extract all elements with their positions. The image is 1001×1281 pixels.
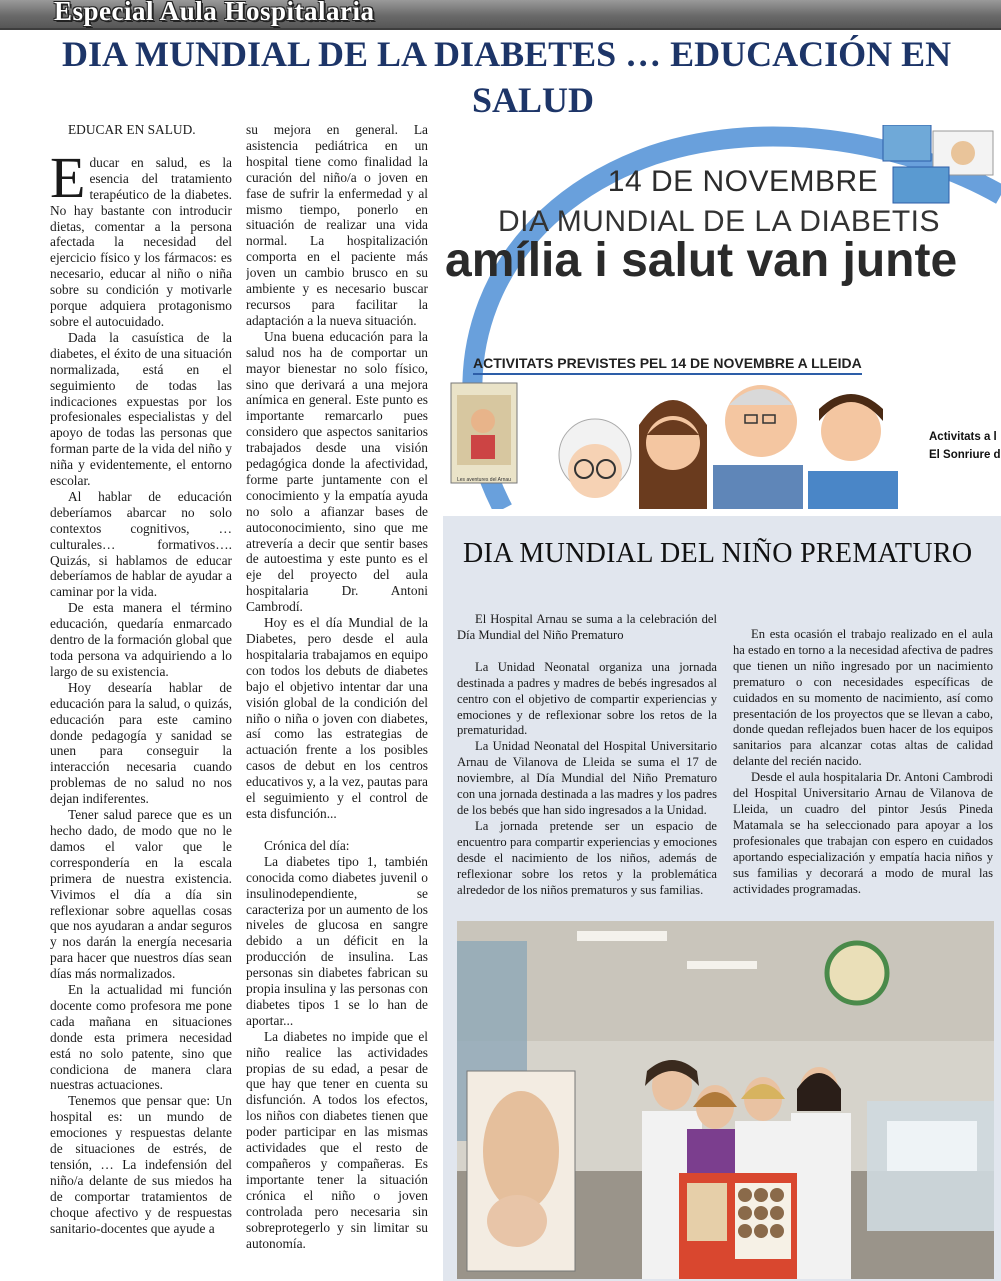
chronicle-heading: Crónica del día:: [264, 837, 350, 853]
premature-paragraph: Desde el aula hospitalaria Dr. Antoni Cambrodi del Hospital Universitario Arnau de Vilanova de Lleida, un cuadro del pintor Jesús Pineda Matamala se ha seleccionado para apoyar a los profesionales que trabajan con espero en cuidados aportando especialización y empatía hacia niños y sus familias y decorará a modo de mural las actividades programadas.: [733, 770, 993, 896]
poster-activities: ACTIVITATS PREVISTES PEL 14 DE NOVEMBRE A LLEIDA: [473, 355, 862, 375]
article-paragraph: Tenemos que pensar que: Un hospital es: un mundo de emociones y respuestas delante de situaciones de estrés, de tensión, … La indefensión del niño/a delante de sus miedos ha de comportar tratamientos de choque afectivo y de respuestas sanitario-docentes que ayude a: [50, 1093, 232, 1236]
premature-title: DIA MUNDIAL DEL NIÑO PREMATURO: [463, 538, 973, 569]
section-header: [0, 0, 1001, 30]
premature-paragraph: En esta ocasión el trabajo realizado en el aula ha estado en torno a la necesidad afectiva de padres que tienen un niño ingresado por un nacimiento prematuro o con necesidades específicas de cuidados en su momento de nacimiento, así como presentación de los proyectos que se llevan a cabo, donde quedan reflejados buen hacer de los equipos sanitarios para alcanzar cotas altas de calidad delante del recién nacido.: [733, 627, 993, 769]
article-column-2: [246, 122, 428, 1281]
article-paragraph: La diabetes no impide que el niño realice las actividades propias de su edad, a pesar de que hay que tener en cuenta su disfunción. A todos los efectos, los niños con diabetes tienen que poder participar en las mismas actividades que el resto de compañeros y compañeras. Es importante tener la situación crónica el niño o joven controlada pero necesaria sin sobreprotegerlo y sin limitar su autonomía.: [246, 1028, 428, 1251]
article-paragraph: En la actualidad mi función docente como profesora me pone cada mañana en situaciones donde esta primera necesidad está no solo patente, sino que condiciona de manera clara nuestras actuaciones.: [50, 982, 232, 1093]
article-paragraph: Hoy es el día Mundial de la Diabetes, pero desde el aula hospitalaria trabajamos en equipo con todos los debuts de diabetes bajo el objetivo intentar dar una visión global de la condición del niño o niña o joven con diabetes, así como las estrategias de actuación frente a los posibles casos de debut en los centros educativos y, a la vez, pautas para el seguimiento y el control de esta disfunción...: [246, 615, 428, 821]
article-paragraph: su mejora en general. La asistencia pediátrica en un hospital tiene como finalidad la curación del niño/a o joven en fase de sufrir la enfermedad y al mismo tiempo, ponerlo en situación de realizar una vida normal. La hospitalización comporta en el paciente más joven un cambio brusco en su ambiente y es necesario buscar recursos para facilitar la adaptación a la nueva situación.: [246, 122, 428, 328]
article-paragraph: Educar en salud, es la esencia del tratamiento terapéutico de la diabetes. No hay bastante con introducir dietas, comentar a la persona afectada la necesidad del ejercicio físico y los fármacos: es necesario, educar al niño o niña sobre su condición y motivarle porque adquiera protagonismo sobre el autocuidado.: [50, 144, 232, 329]
article-kicker: EDUCAR EN SALUD.: [68, 122, 196, 137]
article-paragraph: Dada la casuística de la diabetes, el éxito de una situación normalizada, está en el seguimiento de todas las indicaciones expuestas por los profesionales especialistas y del apoyo de todas las personas que forman parte de la vida del niño y niña y evidentemente, el entorno escolar.: [50, 329, 232, 489]
premature-paragraph: La jornada pretende ser un espacio de encuentro para compartir experiencias y emociones desde el nacimiento de los niños, además de reflexionar sobre los retos y la problemática alrededor de los niños prematuros y sus familias.: [457, 818, 717, 897]
article-paragraph: Hoy desearía hablar de educación para la salud, o quizás, educación para este camino donde pedagogía y sanidad se unen para conseguir la interacción necesaria cuando problemas de no salud no nos dejan indiferentes.: [50, 679, 232, 807]
article-paragraph: Una buena educación para la salud nos ha de comportar un mayor bienestar no solo físico, sino que derivará a una mejora anímica en general. Este punto es importante remarcarlo pues considero que aspectos sanitarios trabajados desde una visión pedagógica donde la afectividad, forme parte juntamente con el conocimiento y la empatía ayuda no solo a afianzar bases de autoconocimiento, sino que me atrevería a decir que sentir bases de autoestima y este punto es el eje del proyecto del aula hospitalaria Dr. Antoni Cambrodí.: [246, 328, 428, 615]
article-paragraph: De esta manera el término educación, quedaría enmarcado dentro de la formación global que toda persona va adquiriendo a lo largo de su existencia.: [50, 600, 232, 679]
section-label: Especial Aula Hospitalaria: [54, 0, 375, 26]
headline-line-2: SALUD: [471, 80, 595, 120]
photo-scene: [457, 921, 994, 1279]
article-paragraph: Tener salud parece que es un hecho dado, de modo que no le damos el valor que le correspondería en la escala primera de nuestra existencia. Vivimos el día a día sin reflexionar sobre aquellas cosas que nos ayudaran a andar seguros y nos darán la energía necesaria para hacer que nuestros días sean días más normalizados.: [50, 807, 232, 982]
premature-paragraph: La Unidad Neonatal organiza una jornada destinada a padres y madres de bebés ingresados al centro con el objetivo de compartir experiencias y emociones y de reflexionar sobre los retos de la prematuridad.: [457, 659, 717, 738]
poster-title: DIA MUNDIAL DE LA DIABETIS: [498, 205, 941, 238]
premature-paragraph: El Hospital Arnau se suma a la celebración del Día Mundial del Niño Prematuro: [457, 612, 717, 642]
poster-side-text-2: El Sonriure d: [929, 449, 1001, 461]
headline-line-1: DIA MUNDIAL DE LA DIABETES … EDUCACIÓN EN: [62, 34, 952, 74]
poster-date: 14 DE NOVEMBRE: [607, 165, 879, 198]
poster-side-text-1: Activitats a l: [929, 431, 997, 443]
premature-column-right: [733, 627, 993, 917]
article-column-1: [50, 122, 232, 1281]
poster-slogan: amília i salut van junte: [445, 234, 958, 287]
poster-book-title: Les aventures del Arnau: [457, 477, 511, 483]
premature-paragraph: La Unidad Neonatal del Hospital Universitario Arnau de Vilanova de Lleida se suma el 17 de noviembre, al Día Mundial del Niño Prematuro con una jornada destinada a las madres y los padres de los bebés que han sido ingresados a la Unidad.: [457, 739, 717, 817]
article-paragraph: Al hablar de educación deberíamos abarcar no solo contextos cognitivos, … culturales… formativos…. Quizás, si hablamos de educar deberíamos de hablar de ayudar a caminar por la vida.: [50, 488, 232, 600]
hospital-team-photo: [457, 921, 994, 1279]
article-paragraph: La diabetes tipo 1, también conocida como diabetes juvenil o insulinodependiente, se caracteriza por un aumento de los niveles de glucosa en sangre debido a un déficit en la producción de insulina. Las personas sin diabetes fabrican su propia insulina y las personas con diabetes tipos 1 se lo han de aportar...: [246, 853, 428, 1028]
main-headline: [0, 30, 1001, 122]
drop-cap: E: [50, 144, 86, 210]
premature-column-left: [457, 612, 717, 917]
diabetes-day-poster: [443, 125, 1001, 509]
